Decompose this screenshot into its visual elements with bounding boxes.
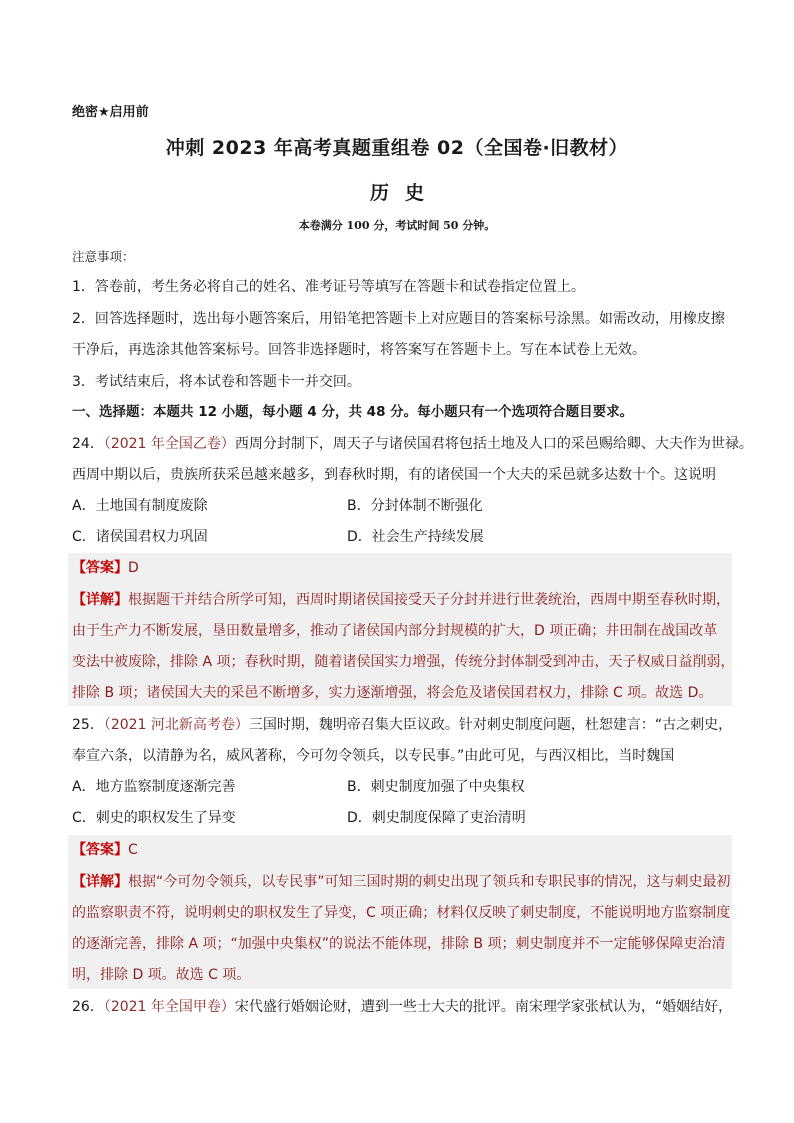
detail-line: 明，排除 D 项。故选 C 项。 [72, 967, 251, 983]
notice-heading: 注意事项： [72, 249, 135, 264]
detail-line: 变法中被废除，排除 A 项；春秋时期，随着诸侯国实力增强，传统分封体制受到冲击，天子权威日益削弱， [72, 654, 735, 670]
section-heading: 一、选择题：本题共 12 小题，每小题 4 分，共 48 分。每小题只有一个选项符合题目要求。 [72, 404, 634, 420]
question-25-stem [72, 715, 732, 735]
question-source: （2021 河北新高考卷） [103, 717, 249, 733]
detail-line: 排除 B 项；诸侯国大夫的采邑不断增多，实力逐渐增强，将会危及诸侯国君权力，排除 C 项。故选 D。 [72, 685, 713, 701]
option-d: D．刺史制度保障了吏治清明 [347, 810, 526, 826]
detail-line [72, 872, 731, 892]
option-d: D．社会生产持续发展 [347, 529, 484, 545]
question-24-stem [72, 434, 753, 454]
detail-line: 的逐渐完善，排除 A 项；“加强中央集权”的说法不能体现，排除 B 项；刺史制度并不一定能够保障吏治清 [72, 936, 726, 952]
answer-tag: 【答案】 [72, 842, 128, 858]
question-number: 25． [72, 717, 104, 733]
question-25-stem-cont: 奉宣六条，以清静为名，威风著称，今可勿令领兵，以专民事。”由此可见，与西汉相比，当时魏国 [72, 748, 675, 764]
confidential-label: 绝密★启用前 [72, 105, 149, 120]
detail-text: 根据题干并结合所学可知，西周时期诸侯国接受天子分封并进行世袭统治，西周中期至春秋时期， [128, 592, 730, 608]
option-b: B．分封体制不断强化 [347, 498, 483, 514]
score-time-line: 本卷满分 100 分，考试时间 50 分钟。 [298, 219, 496, 232]
question-number: 24． [72, 436, 104, 452]
question-number: 26． [72, 999, 104, 1015]
option-a: A．土地国有制度废除 [72, 498, 208, 514]
detail-text: 根据“今可勿令领兵，以专民事”可知三国时期的刺史出现了领兵和专职民事的情况，这与刺史最初 [128, 874, 731, 890]
answer-line-24 [72, 558, 139, 578]
question-24-stem-cont: 西周中期以后，贵族所获采邑越来越多，到春秋时期，有的诸侯国一个大夫的采邑就多达数十个。这说明 [72, 467, 716, 483]
detail-line: 由于生产力不断发展，垦田数量增多，推动了诸侯国内部分封规模的扩大，D 项正确；井田制在战国改革 [72, 623, 718, 639]
detail-line [72, 590, 730, 610]
notice-item: 干净后，再选涂其他答案标号。回答非选择题时，将答案写在答题卡上。写在本试卷上无效。 [72, 342, 646, 358]
question-source: （2021 年全国乙卷） [103, 436, 235, 452]
question-stem-text: 宋代盛行婚姻论财，遭到一些士大夫的批评。南宋理学家张栻认为，“婚姻结好， [234, 999, 733, 1015]
question-stem-text: 西周分封制下，周天子与诸侯国君将包括土地及人口的采邑赐给卿、大夫作为世禄。 [234, 436, 753, 452]
notice-item: 1．答卷前，考生务必将自己的姓名、准考证号等填写在答题卡和试卷指定位置上。 [72, 279, 585, 295]
answer-tag: 【答案】 [72, 560, 128, 576]
notice-item: 3．考试结束后，将本试卷和答题卡一并交回。 [72, 374, 361, 390]
answer-value: C [128, 842, 138, 858]
notice-item: 2．回答选择题时，选出每小题答案后，用铅笔把答题卡上对应题目的答案标号涂黑。如需改动，用橡皮擦 [72, 311, 725, 327]
option-c: C．诸侯国君权力巩固 [72, 529, 208, 545]
answer-line-25 [72, 840, 138, 860]
detail-tag: 【详解】 [72, 592, 128, 608]
question-source: （2021 年全国甲卷） [103, 999, 235, 1015]
question-stem-text: 三国时期，魏明帝召集大臣议政。针对刺史制度问题，杜恕建言：“古之刺史， [248, 717, 733, 733]
question-26-stem [72, 997, 732, 1017]
page-title: 冲刺 2023 年高考真题重组卷 02（全国卷·旧教材） [165, 137, 629, 159]
detail-tag: 【详解】 [72, 874, 128, 890]
option-a: A．地方监察制度逐渐完善 [72, 779, 236, 795]
option-c: C．刺史的职权发生了异变 [72, 810, 236, 826]
subject-heading: 历史 [369, 182, 440, 204]
option-b: B．刺史制度加强了中央集权 [347, 779, 525, 795]
answer-value: D [128, 560, 139, 576]
detail-line: 的监察职责不符，说明刺史的职权发生了异变，C 项正确；材料仅反映了刺史制度，不能说明地方监察制度 [72, 905, 731, 921]
